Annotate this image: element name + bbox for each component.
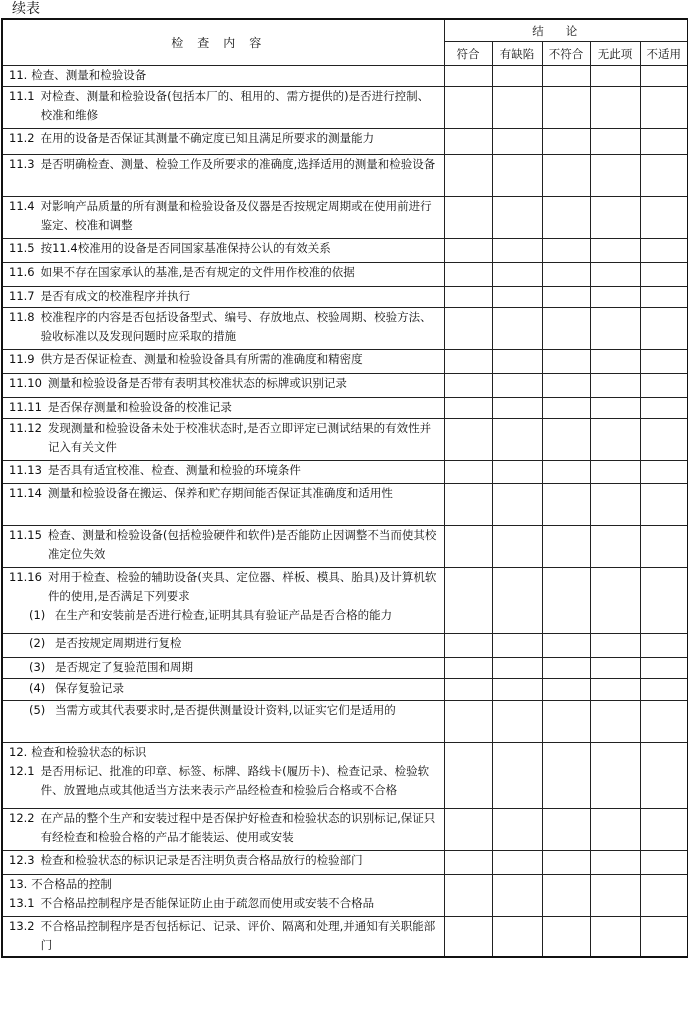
- mark-cell-defective[interactable]: [492, 526, 542, 568]
- mark-cell-not-present[interactable]: [590, 197, 640, 239]
- column-header-not-applicable: 不适用: [640, 42, 688, 66]
- mark-cell-not-applicable[interactable]: [640, 701, 688, 743]
- table-row: [2, 287, 688, 308]
- section-heading: [3, 875, 444, 894]
- item-number: 11.9: [9, 352, 35, 366]
- item-text: 不合格品控制程序是否包括标记、记录、评价、隔离和处理,并通知有关职能部门: [40, 919, 436, 952]
- mark-cell-not-present[interactable]: [590, 743, 640, 809]
- mark-cell-conform[interactable]: [444, 263, 492, 287]
- mark-cell-not-applicable[interactable]: [640, 568, 688, 634]
- check-item-cell: [2, 679, 444, 701]
- table-row: [2, 66, 688, 87]
- mark-cell-not-applicable[interactable]: [640, 66, 688, 87]
- checklist-body: [2, 66, 688, 957]
- item-text: 是否按规定周期进行复检: [55, 636, 182, 650]
- mark-cell-conform[interactable]: [444, 701, 492, 743]
- table-row: [2, 263, 688, 287]
- mark-cell-conform[interactable]: [444, 634, 492, 658]
- section-heading: [3, 743, 444, 762]
- mark-cell-nonconform[interactable]: [542, 461, 590, 484]
- check-item: [3, 526, 444, 564]
- mark-cell-defective[interactable]: [492, 398, 542, 419]
- table-row: [2, 526, 688, 568]
- conclusion-group-header: 结论: [444, 19, 688, 42]
- mark-cell-not-applicable[interactable]: [640, 263, 688, 287]
- mark-cell-not-present[interactable]: [590, 875, 640, 917]
- mark-cell-conform[interactable]: [444, 419, 492, 461]
- mark-cell-defective[interactable]: [492, 308, 542, 350]
- mark-cell-conform[interactable]: [444, 809, 492, 851]
- mark-cell-nonconform[interactable]: [542, 374, 590, 398]
- mark-cell-conform[interactable]: [444, 875, 492, 917]
- check-item-cell: [2, 308, 444, 350]
- mark-cell-conform[interactable]: [444, 851, 492, 875]
- check-item-cell: [2, 239, 444, 263]
- check-item-cell: [2, 743, 444, 809]
- table-row: [2, 851, 688, 875]
- mark-cell-not-applicable[interactable]: [640, 129, 688, 155]
- item-number: 11.: [9, 68, 28, 82]
- item-text: 不合格品控制程序是否能保证防止由于疏忽而使用或安装不合格品: [40, 896, 375, 910]
- check-item: [3, 461, 444, 480]
- check-item: [3, 129, 444, 148]
- mark-cell-nonconform[interactable]: [542, 419, 590, 461]
- mark-cell-defective[interactable]: [492, 658, 542, 679]
- mark-cell-nonconform[interactable]: [542, 87, 590, 129]
- mark-cell-defective[interactable]: [492, 809, 542, 851]
- check-item-cell: [2, 155, 444, 197]
- mark-cell-nonconform[interactable]: [542, 484, 590, 526]
- mark-cell-defective[interactable]: [492, 155, 542, 197]
- mark-cell-not-present[interactable]: [590, 701, 640, 743]
- mark-cell-defective[interactable]: [492, 87, 542, 129]
- mark-cell-not-applicable[interactable]: [640, 526, 688, 568]
- mark-cell-not-present[interactable]: [590, 658, 640, 679]
- item-text: 如果不存在国家承认的基准,是否有规定的文件用作校准的依据: [40, 265, 355, 279]
- item-text: 当需方或其代表要求时,是否提供测量设计资料,以证实它们是适用的: [55, 703, 396, 717]
- mark-cell-not-applicable[interactable]: [640, 484, 688, 526]
- mark-cell-defective[interactable]: [492, 484, 542, 526]
- mark-cell-not-applicable[interactable]: [640, 679, 688, 701]
- mark-cell-not-present[interactable]: [590, 419, 640, 461]
- mark-cell-not-applicable[interactable]: [640, 374, 688, 398]
- mark-cell-not-applicable[interactable]: [640, 419, 688, 461]
- mark-cell-defective[interactable]: [492, 66, 542, 87]
- item-text: 是否保存测量和检验设备的校准记录: [47, 400, 232, 414]
- check-item: [3, 350, 444, 369]
- mark-cell-nonconform[interactable]: [542, 809, 590, 851]
- mark-cell-not-present[interactable]: [590, 634, 640, 658]
- item-text: 是否具有适宜校准、检查、测量和检验的环境条件: [47, 463, 301, 477]
- table-row: [2, 701, 688, 743]
- check-item-cell: [2, 809, 444, 851]
- item-number: 11.14: [9, 486, 42, 500]
- mark-cell-defective[interactable]: [492, 917, 542, 957]
- mark-cell-conform[interactable]: [444, 155, 492, 197]
- item-number: 11.10: [9, 376, 42, 390]
- item-number: 12.3: [9, 853, 35, 867]
- mark-cell-not-present[interactable]: [590, 155, 640, 197]
- mark-cell-defective[interactable]: [492, 350, 542, 374]
- item-text: 按11.4校准用的设备是否同国家基准保持公认的有效关系: [40, 241, 331, 255]
- check-item-cell: [2, 197, 444, 239]
- table-row: [2, 809, 688, 851]
- check-item: [3, 851, 444, 870]
- check-item-cell: [2, 851, 444, 875]
- mark-cell-conform[interactable]: [444, 461, 492, 484]
- mark-cell-not-present[interactable]: [590, 239, 640, 263]
- mark-cell-not-present[interactable]: [590, 917, 640, 957]
- item-number: 11.3: [9, 157, 35, 171]
- mark-cell-conform[interactable]: [444, 398, 492, 419]
- table-row: [2, 129, 688, 155]
- mark-cell-not-applicable[interactable]: [640, 87, 688, 129]
- item-number: 11.16: [9, 570, 42, 584]
- mark-cell-not-present[interactable]: [590, 87, 640, 129]
- check-item: [3, 197, 444, 235]
- item-text: 保存复验记录: [55, 681, 124, 695]
- table-row: [2, 87, 688, 129]
- check-item-cell: [2, 350, 444, 374]
- check-item: [3, 287, 444, 306]
- check-item: [3, 419, 444, 457]
- check-item-cell: [2, 634, 444, 658]
- mark-cell-not-present[interactable]: [590, 308, 640, 350]
- check-item-cell: [2, 398, 444, 419]
- mark-cell-nonconform[interactable]: [542, 287, 590, 308]
- mark-cell-nonconform[interactable]: [542, 526, 590, 568]
- mark-cell-conform[interactable]: [444, 239, 492, 263]
- mark-cell-nonconform[interactable]: [542, 701, 590, 743]
- table-row: [2, 875, 688, 917]
- check-item: [3, 374, 444, 393]
- mark-cell-not-applicable[interactable]: [640, 851, 688, 875]
- mark-cell-conform[interactable]: [444, 66, 492, 87]
- table-row: [2, 917, 688, 957]
- item-text: 检查、测量和检验设备: [31, 68, 147, 82]
- item-number: (5): [29, 703, 46, 717]
- item-number: 12.: [9, 745, 28, 759]
- item-number: 11.12: [9, 421, 42, 435]
- mark-cell-defective[interactable]: [492, 129, 542, 155]
- mark-cell-nonconform[interactable]: [542, 155, 590, 197]
- table-row: [2, 743, 688, 809]
- item-text: 校准程序的内容是否包括设备型式、编号、存放地点、校验周期、校验方法、验收标准以及发现问题时应采取的措施: [40, 310, 432, 343]
- check-item-cell: [2, 287, 444, 308]
- item-number: 11.7: [9, 289, 35, 303]
- mark-cell-not-present[interactable]: [590, 679, 640, 701]
- item-text: 在产品的整个生产和安装过程中是否保护好检查和检验状态的识别标记,保证只有经检查和检验合格的产品才能装运、使用或安装: [40, 811, 436, 844]
- check-item-cell: [2, 419, 444, 461]
- sub-item: [3, 679, 444, 698]
- mark-cell-defective[interactable]: [492, 634, 542, 658]
- mark-cell-nonconform[interactable]: [542, 398, 590, 419]
- mark-cell-defective[interactable]: [492, 568, 542, 634]
- check-item-cell: [2, 87, 444, 129]
- item-number: 12.1: [9, 764, 35, 778]
- check-item: [3, 308, 444, 346]
- item-text: 检查和检验状态的标识记录是否注明负责合格品放行的检验部门: [40, 853, 363, 867]
- checklist-table: [1, 18, 688, 958]
- check-item: [3, 398, 444, 417]
- mark-cell-not-present[interactable]: [590, 374, 640, 398]
- mark-cell-defective[interactable]: [492, 374, 542, 398]
- mark-cell-nonconform[interactable]: [542, 851, 590, 875]
- item-number: 11.8: [9, 310, 35, 324]
- content-column-header: 检查内容: [2, 19, 444, 66]
- mark-cell-not-applicable[interactable]: [640, 917, 688, 957]
- item-text: 是否用标记、批准的印章、标签、标牌、路线卡(履历卡)、检查记录、检验软件、放置地点或其他适当方法来表示产品经检查和检验后合格或不合格: [40, 764, 430, 797]
- mark-cell-nonconform[interactable]: [542, 917, 590, 957]
- mark-cell-conform[interactable]: [444, 526, 492, 568]
- mark-cell-not-applicable[interactable]: [640, 350, 688, 374]
- mark-cell-conform[interactable]: [444, 287, 492, 308]
- mark-cell-not-applicable[interactable]: [640, 658, 688, 679]
- item-text: 检查、测量和检验设备(包括检验硬件和软件)是否能防止因调整不当而使其校准定位失效: [47, 528, 437, 561]
- item-number: 11.13: [9, 463, 42, 477]
- check-item-cell: [2, 129, 444, 155]
- table-row: [2, 461, 688, 484]
- mark-cell-defective[interactable]: [492, 743, 542, 809]
- item-number: (1): [29, 608, 46, 622]
- table-row: [2, 679, 688, 701]
- mark-cell-nonconform[interactable]: [542, 263, 590, 287]
- check-item: [3, 155, 444, 174]
- check-item-cell: [2, 484, 444, 526]
- mark-cell-defective[interactable]: [492, 263, 542, 287]
- table-row: [2, 634, 688, 658]
- mark-cell-conform[interactable]: [444, 917, 492, 957]
- table-row: [2, 197, 688, 239]
- mark-cell-not-applicable[interactable]: [640, 461, 688, 484]
- item-text: 发现测量和检验设备未处于校准状态时,是否立即评定已测试结果的有效性并记入有关文件: [47, 421, 432, 454]
- mark-cell-defective[interactable]: [492, 239, 542, 263]
- mark-cell-defective[interactable]: [492, 851, 542, 875]
- mark-cell-nonconform[interactable]: [542, 568, 590, 634]
- mark-cell-nonconform[interactable]: [542, 658, 590, 679]
- check-item: [3, 762, 444, 800]
- check-item: [3, 568, 444, 606]
- item-text: 供方是否保证检查、测量和检验设备具有所需的准确度和精密度: [40, 352, 363, 366]
- item-number: (3): [29, 660, 46, 674]
- item-text: 在生产和安装前是否进行检查,证明其具有验证产品是否合格的能力: [55, 608, 393, 622]
- check-item: [3, 917, 444, 955]
- column-header-nonconform: 不符合: [542, 42, 590, 66]
- mark-cell-not-applicable[interactable]: [640, 743, 688, 809]
- item-number: 13.2: [9, 919, 35, 933]
- mark-cell-conform[interactable]: [444, 350, 492, 374]
- section-heading: [3, 66, 444, 85]
- check-item-cell: [2, 526, 444, 568]
- item-text: 是否有成文的校准程序并执行: [40, 289, 191, 303]
- check-item-cell: [2, 701, 444, 743]
- mark-cell-nonconform[interactable]: [542, 634, 590, 658]
- item-text: 检查和检验状态的标识: [31, 745, 147, 759]
- mark-cell-not-present[interactable]: [590, 461, 640, 484]
- column-header-defective: 有缺陷: [492, 42, 542, 66]
- mark-cell-nonconform[interactable]: [542, 197, 590, 239]
- mark-cell-defective[interactable]: [492, 197, 542, 239]
- mark-cell-conform[interactable]: [444, 197, 492, 239]
- mark-cell-defective[interactable]: [492, 875, 542, 917]
- mark-cell-conform[interactable]: [444, 308, 492, 350]
- mark-cell-conform[interactable]: [444, 658, 492, 679]
- item-number: 11.11: [9, 400, 42, 414]
- check-item-cell: [2, 263, 444, 287]
- table-row: [2, 568, 688, 634]
- item-number: 11.6: [9, 265, 35, 279]
- table-row: [2, 658, 688, 679]
- item-number: 11.1: [9, 89, 35, 103]
- mark-cell-not-applicable[interactable]: [640, 308, 688, 350]
- item-text: 在用的设备是否保证其测量不确定度已知且满足所要求的测量能力: [40, 131, 375, 145]
- check-item-cell: [2, 568, 444, 634]
- table-row: [2, 484, 688, 526]
- mark-cell-defective[interactable]: [492, 701, 542, 743]
- item-text: 是否明确检查、测量、检验工作及所要求的准确度,选择适用的测量和检验设备: [40, 157, 436, 171]
- mark-cell-not-present[interactable]: [590, 350, 640, 374]
- sub-item: [3, 634, 444, 653]
- item-text: 测量和检验设备是否带有表明其校准状态的标牌或识别记录: [47, 376, 347, 390]
- item-number: 13.1: [9, 896, 35, 910]
- mark-cell-not-present[interactable]: [590, 568, 640, 634]
- mark-cell-conform[interactable]: [444, 679, 492, 701]
- item-text: 对用于检查、检验的辅助设备(夹具、定位器、样板、模具、胎具)及计算机软件的使用,是否满足下列要求: [47, 570, 437, 603]
- mark-cell-conform[interactable]: [444, 87, 492, 129]
- sub-item: [3, 606, 444, 625]
- mark-cell-not-applicable[interactable]: [640, 239, 688, 263]
- item-number: (4): [29, 681, 46, 695]
- mark-cell-defective[interactable]: [492, 461, 542, 484]
- check-item: [3, 87, 444, 125]
- check-item-cell: [2, 875, 444, 917]
- item-number: 11.5: [9, 241, 35, 255]
- check-item-cell: [2, 658, 444, 679]
- mark-cell-not-present[interactable]: [590, 526, 640, 568]
- mark-cell-nonconform[interactable]: [542, 679, 590, 701]
- table-caption: 续表: [12, 1, 40, 17]
- mark-cell-not-applicable[interactable]: [640, 809, 688, 851]
- mark-cell-conform[interactable]: [444, 129, 492, 155]
- item-number: 12.2: [9, 811, 35, 825]
- mark-cell-not-present[interactable]: [590, 851, 640, 875]
- check-item: [3, 894, 444, 913]
- item-text: 不合格品的控制: [31, 877, 112, 891]
- mark-cell-nonconform[interactable]: [542, 743, 590, 809]
- mark-cell-nonconform[interactable]: [542, 308, 590, 350]
- mark-cell-nonconform[interactable]: [542, 875, 590, 917]
- mark-cell-conform[interactable]: [444, 743, 492, 809]
- mark-cell-conform[interactable]: [444, 484, 492, 526]
- mark-cell-not-present[interactable]: [590, 263, 640, 287]
- mark-cell-not-present[interactable]: [590, 66, 640, 87]
- check-item-cell: [2, 374, 444, 398]
- item-number: (2): [29, 636, 46, 650]
- item-number: 13.: [9, 877, 28, 891]
- mark-cell-conform[interactable]: [444, 374, 492, 398]
- column-header-conform: 符合: [444, 42, 492, 66]
- table-row: [2, 239, 688, 263]
- item-number: 11.2: [9, 131, 35, 145]
- mark-cell-not-applicable[interactable]: [640, 155, 688, 197]
- item-number: 11.4: [9, 199, 35, 213]
- mark-cell-nonconform[interactable]: [542, 350, 590, 374]
- mark-cell-not-applicable[interactable]: [640, 875, 688, 917]
- check-item-cell: [2, 66, 444, 87]
- mark-cell-not-present[interactable]: [590, 287, 640, 308]
- table-row: [2, 155, 688, 197]
- check-item: [3, 239, 444, 258]
- table-row: [2, 308, 688, 350]
- mark-cell-defective[interactable]: [492, 419, 542, 461]
- mark-cell-conform[interactable]: [444, 568, 492, 634]
- mark-cell-defective[interactable]: [492, 679, 542, 701]
- check-item: [3, 484, 444, 503]
- mark-cell-not-present[interactable]: [590, 129, 640, 155]
- mark-cell-not-present[interactable]: [590, 809, 640, 851]
- table-row: [2, 398, 688, 419]
- mark-cell-not-applicable[interactable]: [640, 197, 688, 239]
- mark-cell-nonconform[interactable]: [542, 239, 590, 263]
- table-row: [2, 350, 688, 374]
- item-text: 测量和检验设备在搬运、保养和贮存期间能否保证其准确度和适用性: [47, 486, 393, 500]
- mark-cell-not-applicable[interactable]: [640, 287, 688, 308]
- check-item: [3, 809, 444, 847]
- check-item-cell: [2, 917, 444, 957]
- table-row: [2, 374, 688, 398]
- item-text: 对检查、测量和检验设备(包括本厂的、租用的、需方提供的)是否进行控制、校准和维修: [40, 89, 430, 122]
- mark-cell-not-present[interactable]: [590, 398, 640, 419]
- table-row: [2, 419, 688, 461]
- mark-cell-not-applicable[interactable]: [640, 398, 688, 419]
- check-item: [3, 263, 444, 282]
- mark-cell-defective[interactable]: [492, 287, 542, 308]
- mark-cell-nonconform[interactable]: [542, 66, 590, 87]
- check-item-cell: [2, 461, 444, 484]
- sub-item: [3, 701, 444, 720]
- item-text: 对影响产品质量的所有测量和检验设备及仪器是否按规定周期或在使用前进行鉴定、校准和调整: [40, 199, 432, 232]
- sub-item: [3, 658, 444, 677]
- item-text: 是否规定了复验范围和周期: [55, 660, 193, 674]
- mark-cell-not-applicable[interactable]: [640, 634, 688, 658]
- item-number: 11.15: [9, 528, 42, 542]
- column-header-not-present: 无此项: [590, 42, 640, 66]
- mark-cell-not-present[interactable]: [590, 484, 640, 526]
- mark-cell-nonconform[interactable]: [542, 129, 590, 155]
